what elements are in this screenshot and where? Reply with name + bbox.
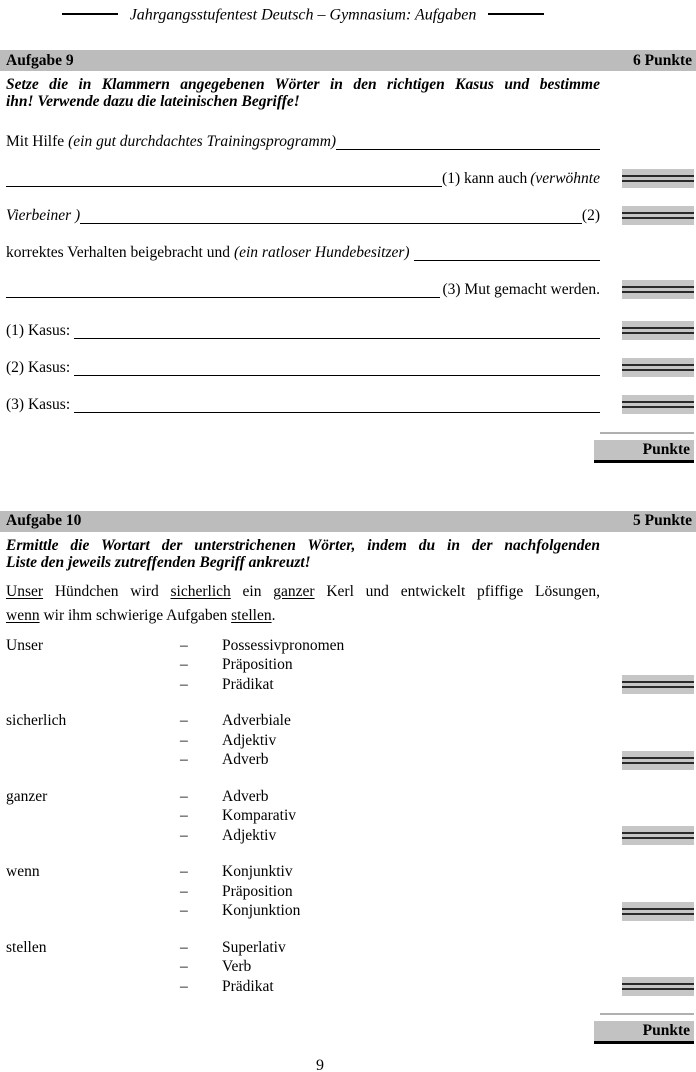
option-dash: – bbox=[180, 958, 188, 975]
kasus-blank-1 bbox=[74, 338, 600, 339]
correction-mark bbox=[622, 395, 694, 414]
option-label: Superlativ bbox=[222, 938, 286, 956]
option-dash: – bbox=[180, 938, 188, 956]
underlined-word: Unser bbox=[6, 582, 44, 600]
task10-punkte-box bbox=[594, 1013, 694, 1044]
mark-line bbox=[622, 832, 694, 834]
task10-option-groups bbox=[0, 636, 696, 997]
fill-bracket-text: (ein ratloser Hundebesitzer) bbox=[233, 244, 410, 261]
task10-title: Aufgabe 10 bbox=[6, 512, 82, 529]
mark-line bbox=[622, 913, 694, 915]
option-dash: – bbox=[180, 863, 188, 880]
group-word: ganzer bbox=[6, 787, 48, 805]
page-header bbox=[6, 0, 600, 28]
option-row bbox=[180, 957, 600, 977]
option-row bbox=[180, 731, 600, 751]
option-dash: – bbox=[180, 712, 188, 729]
sentence-text: Hündchen wird bbox=[54, 582, 159, 600]
task9-kasus-section bbox=[0, 307, 696, 418]
sentence-line2 bbox=[6, 604, 600, 628]
answer-blank-1 bbox=[336, 149, 600, 150]
correction-mark bbox=[622, 206, 694, 225]
option-dash: – bbox=[180, 656, 188, 673]
correction-mark bbox=[622, 280, 694, 299]
mark-line bbox=[622, 908, 694, 910]
task9-instruction-line1: Setze die in Klammern angegebenen Wörter in den richtigen Kasus und bestimme bbox=[6, 76, 600, 93]
task10-instruction bbox=[6, 537, 600, 571]
option-row bbox=[180, 750, 600, 770]
kasus-blank-2 bbox=[74, 375, 600, 376]
fill-number: (2) bbox=[581, 207, 600, 224]
kasus-label: (3) Kasus: bbox=[6, 396, 71, 413]
punkte-label: Punkte bbox=[642, 1021, 690, 1039]
group-word: wenn bbox=[6, 863, 40, 880]
correction-mark bbox=[622, 977, 694, 996]
task9-instruction-line2: ihn! Verwende dazu die lateinischen Begriffe! bbox=[6, 93, 300, 110]
mark-line bbox=[622, 401, 694, 403]
sentence-text: . bbox=[271, 606, 276, 624]
mark-line bbox=[622, 681, 694, 683]
fill-line-5 bbox=[6, 266, 600, 303]
option-label: Konjunktiv bbox=[222, 863, 293, 880]
option-row bbox=[180, 675, 600, 695]
word-group-wenn bbox=[6, 862, 600, 921]
option-row bbox=[180, 977, 600, 997]
answer-blank-1-continued bbox=[6, 186, 442, 187]
task10-header-bar bbox=[0, 511, 696, 532]
option-row bbox=[180, 636, 600, 656]
fill-text: (3) Mut gemacht werden. bbox=[442, 281, 600, 298]
fill-bracket-text: (ein gut durchdachtes Trainingsprogramm) bbox=[68, 133, 337, 150]
underlined-word: stellen bbox=[231, 606, 272, 624]
correction-mark bbox=[622, 321, 694, 340]
option-row bbox=[180, 711, 600, 731]
option-label: Possessivpronomen bbox=[222, 636, 345, 654]
word-group-ganzer bbox=[6, 787, 600, 846]
task9-title: Aufgabe 9 bbox=[6, 51, 74, 69]
header-title: Jahrgangsstufentest Deutsch – Gymnasium: Aufgaben bbox=[129, 6, 477, 24]
answer-blank-2 bbox=[80, 223, 582, 224]
option-row bbox=[180, 938, 600, 958]
option-label: Prädikat bbox=[222, 977, 274, 995]
option-dash: – bbox=[180, 826, 188, 844]
option-row bbox=[180, 901, 600, 921]
sentence-text: ein bbox=[242, 582, 262, 600]
divider-line bbox=[600, 432, 694, 434]
header-rule-right bbox=[488, 13, 544, 15]
task9-header-bar bbox=[0, 50, 696, 71]
option-row bbox=[180, 806, 600, 826]
kasus-line-3 bbox=[6, 381, 600, 418]
correction-mark bbox=[622, 358, 694, 377]
task10-points: 5 Punkte bbox=[633, 512, 692, 529]
fill-line-2 bbox=[6, 155, 600, 192]
mark-line bbox=[622, 988, 694, 990]
fill-line-4 bbox=[6, 229, 600, 266]
mark-line bbox=[622, 286, 694, 288]
correction-mark bbox=[622, 751, 694, 770]
mark-line bbox=[622, 369, 694, 371]
word-group-stellen bbox=[6, 938, 600, 997]
kasus-line-1 bbox=[6, 307, 600, 344]
underlined-word: wenn bbox=[6, 606, 40, 624]
task10-sentence bbox=[6, 580, 600, 628]
fill-line-3 bbox=[6, 192, 600, 229]
kasus-label: (2) Kasus: bbox=[6, 359, 71, 376]
option-dash: – bbox=[180, 675, 188, 693]
punkte-field bbox=[594, 1021, 694, 1044]
option-label: Präposition bbox=[222, 656, 293, 673]
mark-line bbox=[622, 217, 694, 219]
option-label: Verb bbox=[222, 958, 252, 975]
option-label: Prädikat bbox=[222, 675, 274, 693]
mark-line bbox=[622, 406, 694, 408]
mark-line bbox=[622, 364, 694, 366]
header-rule-left bbox=[62, 13, 118, 15]
word-group-unser bbox=[6, 636, 600, 695]
answer-blank-3 bbox=[414, 260, 600, 261]
option-row bbox=[180, 882, 600, 902]
option-row bbox=[180, 655, 600, 675]
sentence-text: Kerl und entwickelt pfiffige Lösungen, bbox=[326, 582, 601, 600]
option-dash: – bbox=[180, 977, 188, 995]
correction-mark bbox=[622, 675, 694, 694]
kasus-line-2 bbox=[6, 344, 600, 381]
mark-line bbox=[622, 686, 694, 688]
group-word: sicherlich bbox=[6, 712, 67, 729]
kasus-label: (1) Kasus: bbox=[6, 322, 71, 339]
group-word: stellen bbox=[6, 938, 47, 956]
mark-line bbox=[622, 762, 694, 764]
fill-text: korrektes Verhalten beigebracht und bbox=[6, 244, 230, 261]
option-label: Präposition bbox=[222, 882, 293, 900]
kasus-blank-3 bbox=[74, 412, 600, 413]
divider-line bbox=[600, 1013, 694, 1015]
task9-punkte-box bbox=[594, 432, 694, 463]
option-label: Komparativ bbox=[222, 807, 297, 824]
option-label: Adverbiale bbox=[222, 712, 291, 729]
group-options bbox=[180, 787, 600, 846]
option-label: Konjunktion bbox=[222, 902, 301, 919]
correction-mark bbox=[622, 169, 694, 188]
option-label: Adverb bbox=[222, 751, 269, 768]
option-dash: – bbox=[180, 882, 188, 900]
task10-instruction-line1: Ermittle die Wortart der unterstrichenen Wörter, indem du in der nachfolgenden bbox=[6, 536, 600, 554]
group-options bbox=[180, 636, 600, 695]
mark-line bbox=[622, 175, 694, 177]
fill-bracket-text: Vierbeiner ) bbox=[6, 207, 81, 224]
task9-fill-section bbox=[0, 118, 696, 303]
page-number: 9 bbox=[316, 1057, 324, 1072]
mark-line bbox=[622, 327, 694, 329]
punkte-label: Punkte bbox=[642, 440, 690, 458]
mark-line bbox=[622, 291, 694, 293]
underlined-word: sicherlich bbox=[170, 582, 231, 600]
mark-line bbox=[622, 837, 694, 839]
punkte-field bbox=[594, 440, 694, 463]
correction-mark bbox=[622, 902, 694, 921]
sentence-line1 bbox=[6, 580, 600, 604]
task9-points: 6 Punkte bbox=[633, 51, 692, 69]
fill-text: (1) kann auch bbox=[442, 170, 528, 187]
option-label: Adjektiv bbox=[222, 826, 277, 844]
task9-instruction bbox=[6, 76, 600, 110]
fill-line-1 bbox=[6, 118, 600, 155]
mark-line bbox=[622, 332, 694, 334]
task10-instruction-line2: Liste den jeweils zutreffenden Begriff ankreuzt! bbox=[6, 553, 311, 571]
option-dash: – bbox=[180, 636, 188, 654]
option-row bbox=[180, 862, 600, 882]
mark-line bbox=[622, 983, 694, 985]
option-label: Adverb bbox=[222, 787, 269, 805]
sentence-text: wir ihm schwierige Aufgaben bbox=[43, 606, 228, 624]
group-options bbox=[180, 711, 600, 770]
option-dash: – bbox=[180, 751, 188, 768]
underlined-word: ganzer bbox=[273, 582, 315, 600]
option-dash: – bbox=[180, 787, 188, 805]
option-dash: – bbox=[180, 902, 188, 919]
option-label: Adjektiv bbox=[222, 731, 277, 749]
option-dash: – bbox=[180, 807, 188, 824]
fill-bracket-text: (verwöhnte bbox=[530, 170, 600, 187]
word-group-sicherlich bbox=[6, 711, 600, 770]
mark-line bbox=[622, 212, 694, 214]
group-word: Unser bbox=[6, 636, 44, 654]
mark-line bbox=[622, 757, 694, 759]
option-row bbox=[180, 826, 600, 846]
option-dash: – bbox=[180, 731, 188, 749]
fill-text: Mit Hilfe bbox=[6, 133, 65, 150]
option-row bbox=[180, 787, 600, 807]
group-options bbox=[180, 938, 600, 997]
answer-blank-3-continued bbox=[6, 297, 440, 298]
mark-line bbox=[622, 180, 694, 182]
correction-mark bbox=[622, 826, 694, 845]
group-options bbox=[180, 862, 600, 921]
